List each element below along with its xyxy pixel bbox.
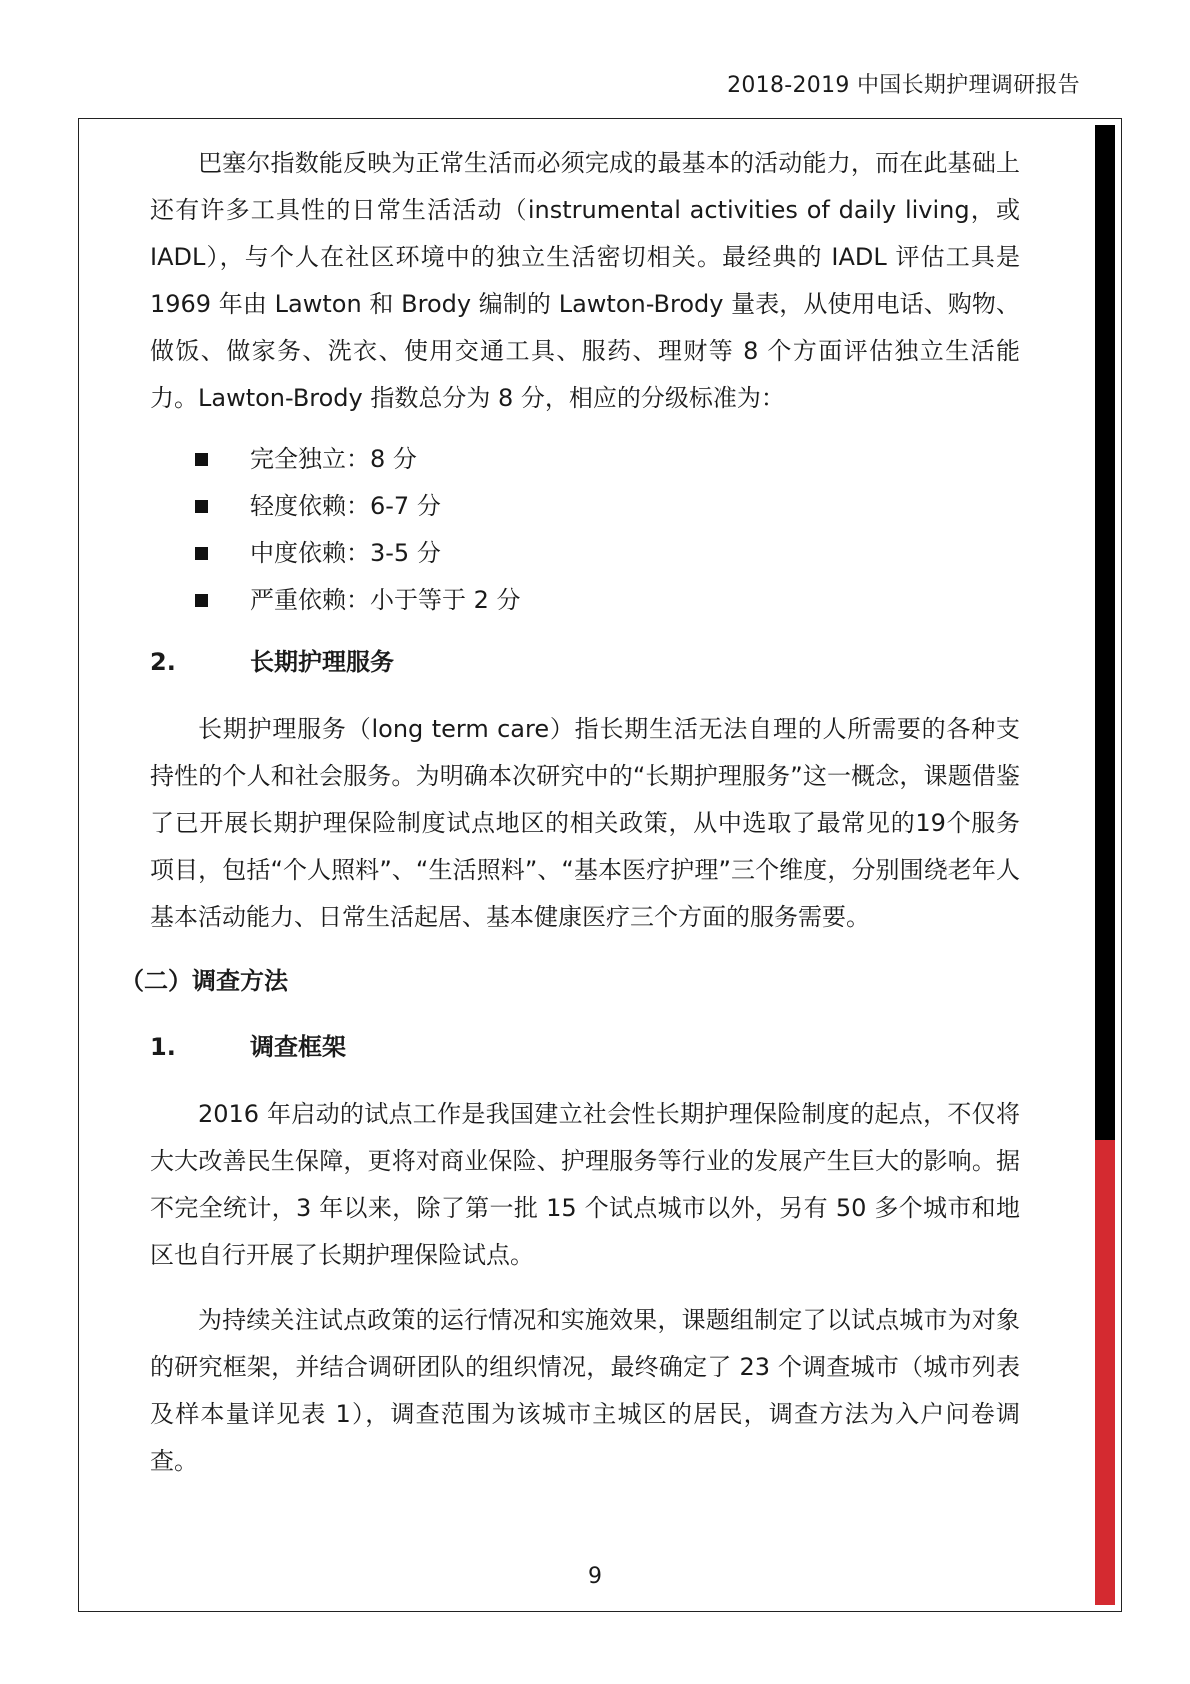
- paragraph-long-term-care: 长期护理服务（long term care）指长期生活无法自理的人所需要的各种支持性的个人和社会服务。为明确本次研究中的“长期护理服务”这一概念，课题借鉴了已开展长期护理保险制度试点地区的相关政策，从中选取了最常见的19个服务项目，包括“个人照料”、“生活照料”、“基本医疗护理”三个维度，分别围绕老年人基本活动能力、日常生活起居、基本健康医疗三个方面的服务需要。: [150, 715, 1020, 931]
- square-bullet-icon: [195, 453, 208, 466]
- list-item: 严重依赖：小于等于 2 分: [150, 577, 1020, 624]
- heading-survey-framework: 1. 调查框架: [150, 1033, 346, 1061]
- running-header: 2018-2019 中国长期护理调研报告: [727, 73, 1080, 98]
- paragraph-research-framework: 为持续关注试点政策的运行情况和实施效果，课题组制定了以试点城市为对象的研究框架，并结合调研团队的组织情况，最终确定了 23 个调查城市（城市列表及样本量详见表 1），调查范围为该城市主城区的居民，调查方法为入户问卷调查。: [150, 1306, 1020, 1475]
- square-bullet-icon: [195, 594, 208, 607]
- list-item: 轻度依赖：6-7 分: [150, 483, 1020, 530]
- square-bullet-icon: [195, 547, 208, 560]
- list-item: 完全独立：8 分: [150, 436, 1020, 483]
- section-heading-survey-method: （二）调查方法: [120, 967, 288, 995]
- square-bullet-icon: [195, 500, 208, 513]
- list-item: 中度依赖：3-5 分: [150, 530, 1020, 577]
- paragraph-barthel-iadl: 巴塞尔指数能反映为正常生活而必须完成的最基本的活动能力，而在此基础上还有许多工具性的日常生活活动（instrumental activities of daily living，或IADL），与个人在社区环境中的独立生活密切相关。最经典的 IADL 评估工具是1969 年由 Lawton 和 Brody 编制的 Lawton-Brody 量表，从使用电话、购物、做饭、做家务、洗衣、使用交通工具、服药、理财等 8 个方面评估独立生活能力。Lawton-Brody 指数总分为 8 分，相应的分级标准为：: [150, 149, 1020, 412]
- side-bar-red: [1095, 1140, 1115, 1605]
- paragraph-pilot-start: 2016 年启动的试点工作是我国建立社会性长期护理保险制度的起点，不仅将大大改善民生保障，更将对商业保险、护理服务等行业的发展产生巨大的影响。据不完全统计，3 年以来，除了第一批 15 个试点城市以外，另有 50 多个城市和地区也自行开展了长期护理保险试点。: [150, 1100, 1020, 1269]
- grading-list: [150, 436, 1020, 624]
- heading-long-term-care: 2. 长期护理服务: [150, 648, 394, 676]
- page-number: 9: [588, 1564, 602, 1589]
- page-content: [120, 140, 1020, 1485]
- side-bar-black: [1095, 125, 1115, 1140]
